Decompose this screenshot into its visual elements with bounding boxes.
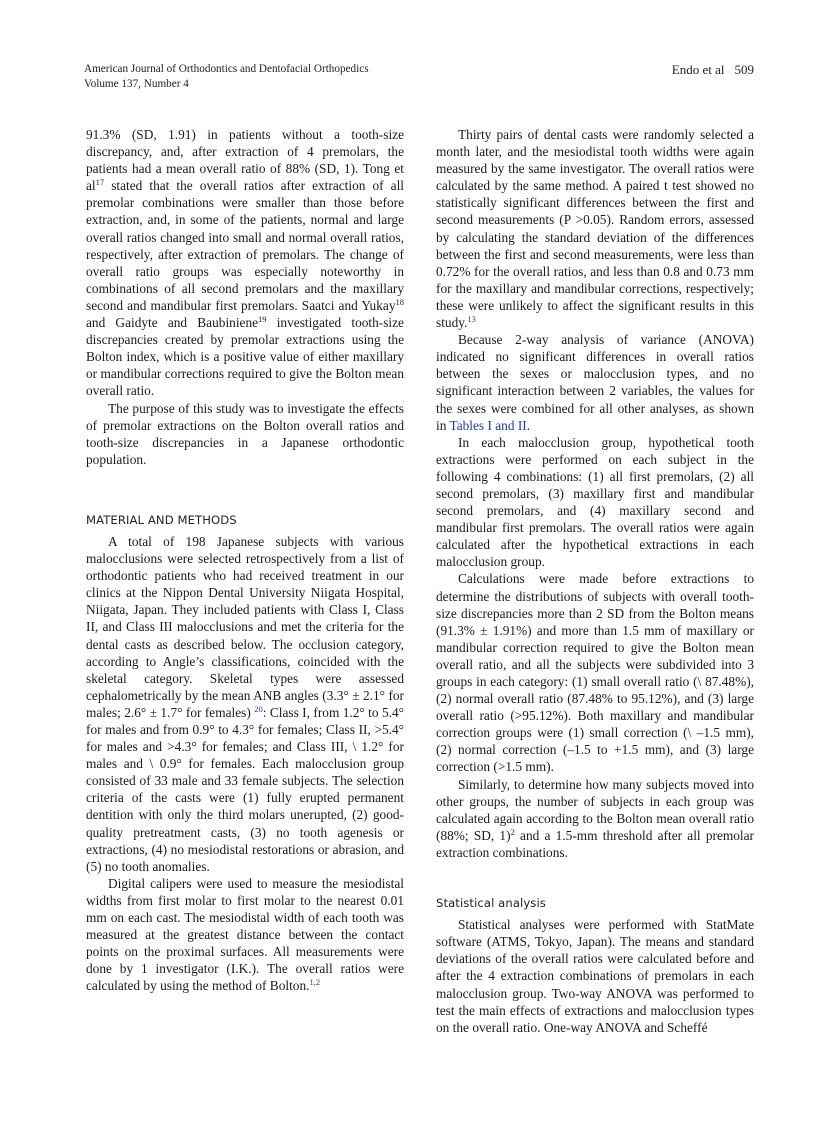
paragraph: Because 2-way analysis of variance (ANOVA) indicated no significant differences in overall ratios between the sexes or malocclusion types, and no significant interaction between 2 variables, the values for the sexes were combined for all other analyses, as shown in Tables I and II. (436, 332, 754, 433)
citation-link[interactable]: 13 (467, 314, 476, 325)
paragraph: A total of 198 Japanese subjects with various malocclusions were selected retrospectively from a list of orthodontic patients who had received treatment in our clinics at the Nippon Dental University Niigata Hospital, Niigata, Japan. They included patients with Class I, Class II, and Class III malocclusions and met the criteria for the dental casts as described below. The occlusion category, according to Angle’s classifications, coincided with the skeletal category. Skeletal types were assessed cephalometrically by the mean ANB angles (3.3° ± 2.1° for males; 2.6° ± 1.7° for females) $^{20}$: Class I, from 1.2° to 5.4° for males and from 0.9° to 4.3° for females; Class II, >5.4° for males and >4.3° for females; and Class III, \ 1.2° for males and \ 0.9° for females. Each malocclusion group consisted of 33 male and 33 female subjects. The selection criteria of the casts were (1) fully erupted permanent dentition with only the third molars unerupted, (2) good-quality pretreatment casts, (3) no tooth agenesis or extractions, (4) no mesiodistal restorations or abrasion, and (5) no tooth anomalies. (86, 533, 404, 874)
paragraph: 91.3% (SD, 1.91) in patients without a tooth-size discrepancy, and, after extraction of 4 premolars, the patients had a mean overall ratio of 88% (SD, 1). Tong et $al^{17}$ stated that the overall ratios after extraction of all premolar combinations were smaller than those before extraction, and, in some of the patients, normal and large overall ratios changed into small and normal overall ratios, respectively, after extraction of premolars. The change of overall ratio groups was especially noteworthy in combinations of all second premolars and the maxillary second and mandibular first premolars. Saatci and Yukay$^{18}$ and Gaidyte and Baubiniene$^{19}$ investigated tooth-size discrepancies created by premolar extractions using the Bolton index, which is a positive value of either maxillary or mandibular corrections required to give the Bolton mean overall ratio. (86, 127, 404, 399)
paragraph: Similarly, to determine how many subjects moved into other groups, the number of subjects in each group was calculated again according to the Bolton mean overall ratio (88%; SD, 1)$^2$ and a 1.5-mm threshold after all premolar extraction combinations. (436, 776, 754, 860)
citation[interactable]: 18 (395, 296, 404, 307)
citation[interactable]: 2 (510, 826, 515, 837)
paragraph: Statistical analyses were performed with StatMate software (ATMS, Tokyo, Japan). The means and standard deviations of the overall ratios were calculated before and after the 4 extraction combinations of premolars in each malocclusion group. Two-way ANOVA was performed to test the main effects of extractions and malocclusion types on the overall ratio. One-way ANOVA and Scheffé (436, 917, 754, 1035)
page-info (672, 62, 754, 77)
paragraph: In each malocclusion group, hypothetical tooth extractions were performed on each subject in the following 4 combinations: (1) all first premolars, (2) all second premolars, (3) maxillary first and mandibular second premolars, and (4) maxillary second and mandibular first premolars. The overall ratios were again calculated after the hypothetical extractions in each malocclusion group. (436, 434, 754, 570)
citation-link[interactable]: 20 (254, 703, 263, 714)
citation[interactable]: 19 (258, 314, 267, 325)
right-column (436, 126, 754, 1036)
paragraph: Digital calipers were used to measure the mesiodistal widths from first molar to first molar to the nearest 0.01 mm on each cast. The mesiodistal width of each tooth was measured at the greatest distance between the contact points on the proximal surfaces. All measurements were done by 1 investigator (I.K.). The overall ratios were calculated by using the method of Bolton.$^{1,2}$ (86, 875, 404, 994)
section-heading: MATERIAL AND METHODS (86, 512, 237, 527)
paragraph: Thirty pairs of dental casts were randomly selected a month later, and the mesiodistal tooth widths were again measured by the same investigator. The overall ratios were calculated by the same method. A paired t test showed no statistically significant differences between the first and second measurements (P >0.05). Random errors, assessed by calculating the standard deviation of the differences between the first and second measurements, were less than 0.72% for the overall ratios, and less than 0.8 and 0.73 mm for the maxillary and mandibular corrections, respectively; these were unlikely to affect the significant results in this study.$^{13}$ (436, 127, 754, 331)
paragraph: The purpose of this study was to investigate the effects of premolar extractions on the Bolton overall ratios and tooth-size discrepancies in a Japanese orthodontic population. (86, 400, 404, 467)
journal-volume: Volume 137, Number 4 (84, 78, 189, 90)
left-column (86, 126, 404, 995)
journal-title: American Journal of Orthodontics and Dentofacial Orthopedics (84, 63, 369, 75)
author-line: Endo et al (671, 62, 725, 77)
journal-info (84, 62, 369, 92)
citation-link[interactable]: 1,2 (309, 977, 321, 988)
tables-link[interactable]: Tables I and II (449, 417, 527, 433)
page-number: 509 (734, 62, 754, 77)
subsection-heading: Statistical analysis (436, 896, 546, 911)
paragraph: Calculations were made before extractions to determine the distributions of subjects with overall tooth-size discrepancies more than 2 SD from the Bolton means (91.3% ± 1.91%) and more than 1.5 mm of maxillary or mandibular correction required to give the Bolton mean overall ratio, and all the subjects were subdivided into 3 groups in each category: (1) small overall ratio (\ 87.48%), (2) normal overall ratio (87.48% to 95.12%), and (3) large overall ratio (>95.12%). Both maxillary and mandibular correction groups were (1) small correction (\ –1.5 mm), (2) normal correction (–1.5 to +1.5 mm), and (3) large correction (>1.5 mm). (436, 571, 754, 775)
citation[interactable]: 17 (95, 177, 105, 188)
